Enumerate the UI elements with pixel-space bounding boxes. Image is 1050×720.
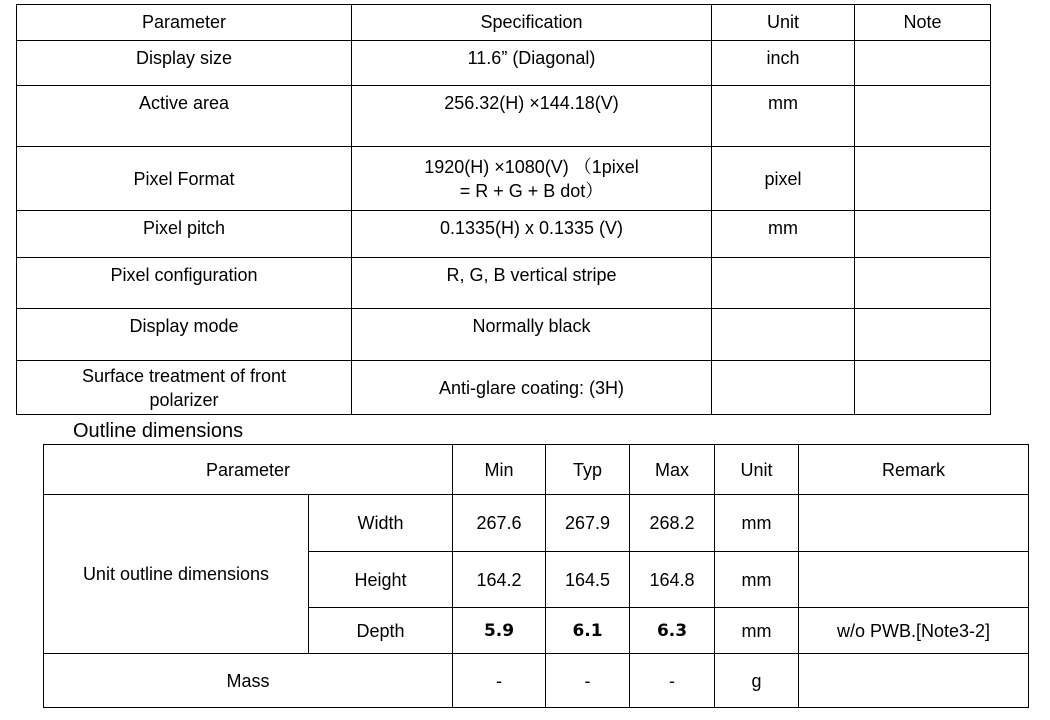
param-cell: Display size <box>17 41 352 86</box>
table-row <box>17 258 991 309</box>
max-cell: 6.3 <box>630 608 715 654</box>
max-cell: 164.8 <box>630 552 715 608</box>
table-header-row <box>44 445 1029 495</box>
spec-cell: 11.6” (Diagonal) <box>352 41 712 86</box>
param-cell: Pixel Format <box>17 147 352 211</box>
unit-cell <box>712 309 855 361</box>
note-cell <box>855 86 991 147</box>
remark-cell <box>799 552 1029 608</box>
header-unit: Unit <box>715 445 799 495</box>
param-line: polarizer <box>149 389 219 410</box>
param-cell: Pixel configuration <box>17 258 352 309</box>
table-row <box>17 361 991 415</box>
table-row <box>17 86 991 147</box>
min-cell: 164.2 <box>453 552 546 608</box>
remark-cell: w/o PWB.[Note3-2] <box>799 608 1029 654</box>
table-row <box>44 495 1029 552</box>
unit-cell <box>712 361 855 415</box>
header-remark: Remark <box>799 445 1029 495</box>
table-row <box>17 309 991 361</box>
typ-cell: 6.1 <box>546 608 630 654</box>
table-row <box>44 654 1029 708</box>
section-caption: Outline dimensions <box>73 420 244 442</box>
unit-cell: mm <box>715 552 799 608</box>
header-parameter: Parameter <box>17 5 352 41</box>
header-note: Note <box>855 5 991 41</box>
specification-table <box>16 4 991 415</box>
remark-cell <box>799 654 1029 708</box>
spec-cell: Anti-glare coating: (3H) <box>352 361 712 415</box>
header-max: Max <box>630 445 715 495</box>
spec-cell: R, G, B vertical stripe <box>352 258 712 309</box>
unit-cell: mm <box>715 608 799 654</box>
header-specification: Specification <box>352 5 712 41</box>
max-cell: 268.2 <box>630 495 715 552</box>
typ-cell: 164.5 <box>546 552 630 608</box>
spec-cell: 0.1335(H) x 0.1335 (V) <box>352 211 712 258</box>
note-cell <box>855 361 991 415</box>
table-header-row <box>17 5 991 41</box>
param-cell <box>17 361 352 415</box>
group-label: Unit outline dimensions <box>44 495 309 654</box>
sub-param-cell: Width <box>309 495 453 552</box>
unit-cell <box>712 258 855 309</box>
spec-cell: Normally black <box>352 309 712 361</box>
remark-cell <box>799 495 1029 552</box>
sub-param-cell: Height <box>309 552 453 608</box>
note-cell <box>855 147 991 211</box>
table-row <box>17 147 991 211</box>
min-cell: - <box>453 654 546 708</box>
min-cell: 5.9 <box>453 608 546 654</box>
unit-cell: pixel <box>712 147 855 211</box>
min-cell: 267.6 <box>453 495 546 552</box>
header-typ: Typ <box>546 445 630 495</box>
note-cell <box>855 258 991 309</box>
note-cell <box>855 41 991 86</box>
param-cell: Pixel pitch <box>17 211 352 258</box>
table-row <box>17 41 991 86</box>
param-cell: Active area <box>17 86 352 147</box>
spec-line: 1920(H) ×1080(V) （1pixel <box>424 156 639 177</box>
unit-cell: mm <box>712 86 855 147</box>
mass-label: Mass <box>44 654 453 708</box>
outline-dimensions-table <box>43 444 1029 708</box>
table-row <box>17 211 991 258</box>
header-unit: Unit <box>712 5 855 41</box>
header-min: Min <box>453 445 546 495</box>
note-cell <box>855 211 991 258</box>
note-cell <box>855 309 991 361</box>
unit-cell: mm <box>715 495 799 552</box>
unit-cell: g <box>715 654 799 708</box>
spec-cell <box>352 147 712 211</box>
unit-cell: inch <box>712 41 855 86</box>
spec-line: = R + G + B dot） <box>459 180 604 201</box>
typ-cell: - <box>546 654 630 708</box>
typ-cell: 267.9 <box>546 495 630 552</box>
spec-cell: 256.32(H) ×144.18(V) <box>352 86 712 147</box>
max-cell: - <box>630 654 715 708</box>
param-line: Surface treatment of front <box>81 365 287 386</box>
sub-param-cell: Depth <box>309 608 453 654</box>
header-parameter: Parameter <box>44 445 453 495</box>
param-cell: Display mode <box>17 309 352 361</box>
unit-cell: mm <box>712 211 855 258</box>
